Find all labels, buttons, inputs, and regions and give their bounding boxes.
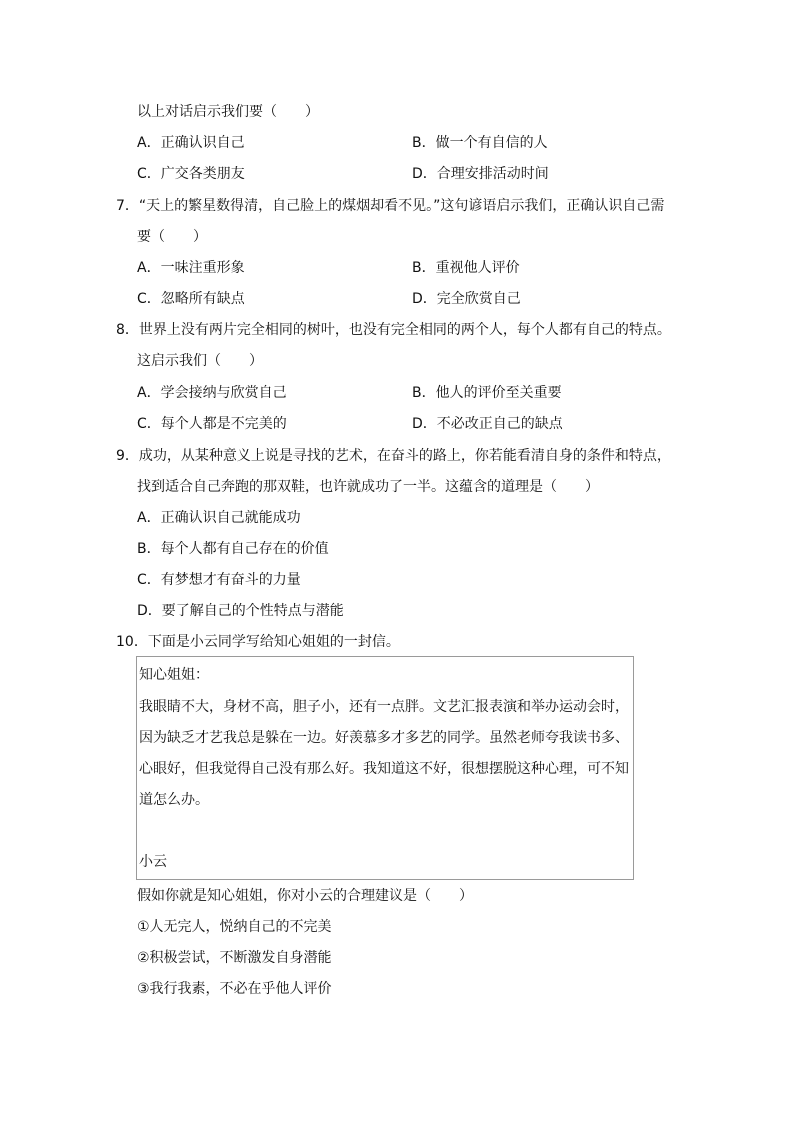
letter-line-3: 心眼好，但我觉得自己没有那么好。我知道这不好，很想摆脱这种心理，可不知: [139, 761, 629, 777]
q8-option-d: D．不必改正自己的缺点: [412, 416, 563, 432]
q9-stem-line-1: 9．成功，从某种意义上说是寻找的艺术，在奋斗的路上，你若能看清自身的条件和特点，: [116, 448, 671, 464]
q9-option-a: A．正确认识自己就能成功: [137, 510, 301, 526]
q9-option-c: C．有梦想才有奋斗的力量: [137, 572, 301, 588]
q7-stem-line-1: 7．“天上的繁星数得清，自己脸上的煤烟却看不见。”这句谚语启示我们，正确认识自己需: [116, 198, 665, 214]
q8-stem-line-2: 这启示我们（ ）: [137, 353, 263, 369]
q10-question: 假如你就是知心姐姐，你对小云的合理建议是（ ）: [137, 888, 473, 904]
q10-option-1: ①人无完人，悦纳自己的不完美: [137, 919, 332, 935]
q7-option-a: A．一味注重形象: [137, 260, 245, 276]
letter-line-1: 我眼睛不大，身材不高，胆子小，还有一点胖。文艺汇报表演和举办运动会时，: [139, 699, 629, 715]
q6-option-d: D．合理安排活动时间: [412, 166, 549, 182]
q6-option-b: B．做一个有自信的人: [412, 135, 548, 151]
q10-stem: 10．下面是小云同学写给知心姐姐的一封信。: [116, 634, 400, 650]
q8-option-b: B．他人的评价至关重要: [412, 385, 562, 401]
q7-option-c: C．忽略所有缺点: [137, 291, 245, 307]
q8-option-a: A．学会接纳与欣赏自己: [137, 385, 287, 401]
q7-option-b: B．重视他人评价: [412, 260, 520, 276]
q7-option-d: D．完全欣赏自己: [412, 291, 521, 307]
q9-option-d: D．要了解自己的个性特点与潜能: [137, 603, 344, 619]
q6-option-a: A．正确认识自己: [137, 135, 245, 151]
q9-option-b: B．每个人都有自己存在的价值: [137, 541, 329, 557]
q7-stem-line-2: 要（ ）: [137, 229, 207, 245]
q9-stem-line-2: 找到适合自己奔跑的那双鞋，也许就成功了一半。这蕴含的道理是（ ）: [137, 479, 599, 495]
q6-option-c: C．广交各类朋友: [137, 166, 245, 182]
q10-option-2: ②积极尝试，不断激发自身潜能: [137, 950, 332, 966]
letter-greeting: 知心姐姐：: [139, 667, 209, 683]
letter-line-4: 道怎么办。: [139, 792, 209, 808]
q6-stem: 以上对话启示我们要（ ）: [137, 104, 319, 120]
q8-stem-line-1: 8．世界上没有两片完全相同的树叶，也没有完全相同的两个人，每个人都有自己的特点。: [116, 322, 671, 338]
letter-line-2: 因为缺乏才艺我总是躲在一边。好羡慕多才多艺的同学。虽然老师夸我读书多、: [139, 730, 629, 746]
q10-option-3: ③我行我素，不必在乎他人评价: [137, 981, 332, 997]
q8-option-c: C．每个人都是不完美的: [137, 416, 287, 432]
letter-signature: 小云: [139, 854, 167, 870]
